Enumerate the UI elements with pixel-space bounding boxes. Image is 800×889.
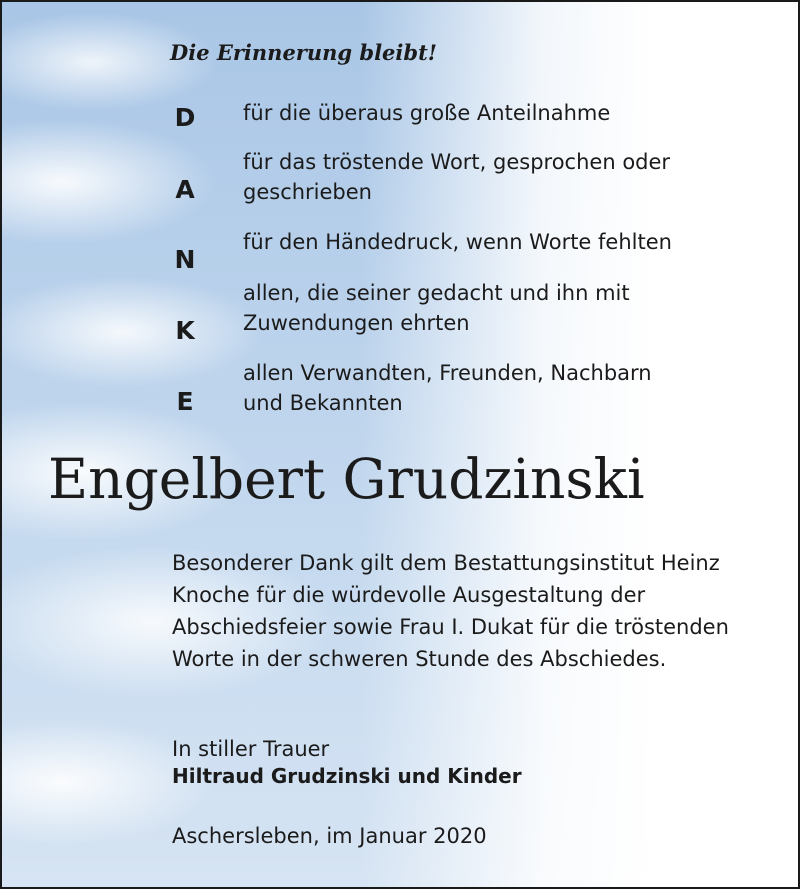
place-and-date: Aschersleben, im Januar 2020 — [172, 824, 487, 848]
acrostic-letter-e: E — [176, 387, 194, 416]
thanks-line-sympathy: für die überaus große Anteilnahme — [243, 101, 611, 125]
thanks-line-comforting-word: für das tröstende Wort, gesprochen oder geschrieben — [243, 150, 671, 204]
thanks-line-relatives: allen Verwandten, Freunden, Nachbarn und Bekannten — [243, 361, 652, 415]
acrostic-letter-a: A — [175, 175, 195, 204]
mourning-phrase: In stiller Trauer — [172, 737, 330, 761]
acrostic-letter-n: N — [174, 245, 196, 274]
thanks-line-handshake: für den Händedruck, wenn Worte fehlten — [243, 230, 672, 254]
motto-heading: Die Erinnerung bleibt! — [170, 40, 438, 65]
signers: Hiltraud Grudzinski und Kinder — [172, 764, 522, 788]
acrostic-letter-k: K — [175, 316, 195, 345]
special-thanks-paragraph: Besonderer Dank gilt dem Bestattungsinstitut Heinz Knoche für die würdevolle Ausgestaltung der Abschiedsfeier sowie Frau I. Dukat für die tröstenden Worte in der schweren Stunde des Abschiedes. — [172, 551, 729, 671]
deceased-name: Engelbert Grudzinski — [48, 447, 645, 511]
thanks-line-remembered: allen, die seiner gedacht und ihn mit Zuwendungen ehrten — [243, 281, 630, 335]
acrostic-letter-d: D — [174, 103, 196, 132]
